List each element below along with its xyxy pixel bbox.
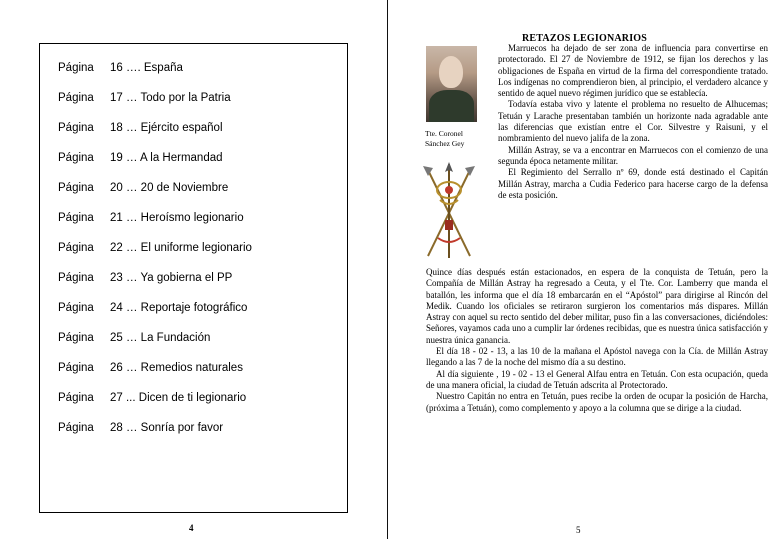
index-list xyxy=(58,62,343,452)
article-text-wide xyxy=(426,267,768,414)
index-row: Página 18 … Ejército español xyxy=(58,122,223,134)
portrait-photo xyxy=(426,46,477,122)
index-row: Página 20 … 20 de Noviembre xyxy=(58,182,229,194)
paragraph: Marruecos ha dejado de ser zona de influencia para convertirse en protectorado. El 27 de Noviembre de 1912, se fijan los derechos y las obligaciones de España en virtud de la firma del correspondiente tratado. Los indígenas no comprendieron bien, al principio, el verdadero alcance y sentido de aquel nuevo régimen jurídico que se establecía. xyxy=(498,43,768,99)
page-fold-divider xyxy=(387,0,388,539)
index-box xyxy=(39,43,348,513)
index-row: Página 21 … Heroísmo legionario xyxy=(58,212,244,224)
portrait-face xyxy=(439,56,463,88)
left-page xyxy=(0,0,386,539)
index-row: Página 19 … A la Hermandad xyxy=(58,152,223,164)
paragraph: Todavía estaba vivo y latente el problema no resuelto de Alhucemas; Tetuán y Larache presentaban también un horizonte nada agradable ante las diferencias que existían entre el Cor. Silvestre y Raisuni, y el nombramiento del nuevo jalifa de la zona. xyxy=(498,99,768,144)
right-page xyxy=(390,0,773,539)
page-number-left: 4 xyxy=(189,523,194,533)
paragraph: Al día siguiente , 19 - 02 - 13 el General Alfau entra en Tetuán. Con esta ocupación, queda de una manera oficial, la ciudad de Tetuán adscrita al Protectorado. xyxy=(426,368,768,390)
legion-emblem-icon xyxy=(420,160,478,260)
index-row: Página 23 … Ya gobierna el PP xyxy=(58,272,233,284)
index-row: Página 28 … Sonría por favor xyxy=(58,422,224,434)
paragraph: Quince días después están estacionados, en espera de la conquista de Tetuán, pero la Compañía de Millán Astray ha regresado a Ceuta, y el Tte. Cor. Lamberry que manda el batallón, les informa que el día 18 embarcarán en el “Apóstol” para dirigirse al Rincón del Medik. Cuando los oficiales se retiraron surgieron los comentarios más dispares. Millán Astray con aquel su recto sentido del deber militar, puso fin a las conversaciones, diciéndoles: Señores, vayamos cada uno a cumplir lar órdenes recibidas, que es nuestra única satisfacción y nuestra única ganancia. xyxy=(426,267,768,345)
index-row: Página 24 … Reportaje fotográfico xyxy=(58,302,248,314)
page-number-right: 5 xyxy=(576,525,581,535)
paragraph: El día 18 - 02 - 13, a las 10 de la mañana el Apóstol navega con la Cía. de Millán Astray llegando a las 7 de la noche del mismo día a su destino. xyxy=(426,346,768,368)
index-row: Página 22 … El uniforme legionario xyxy=(58,242,252,254)
article-text-narrow xyxy=(498,43,768,201)
paragraph: Nuestro Capitán no entra en Tetuán, pues recibe la orden de ocupar la posición de Harcha, (próxima a Tetuán), como complemento y apoyo a la columna que se dirige a la ciudad. xyxy=(426,391,768,413)
portrait-uniform xyxy=(429,90,474,122)
paragraph: El Regimiento del Serrallo nº 69, donde está destinado el Capitán Millán Astray, marcha a Cudia Federico para hacerse cargo de la defensa de esta posición. xyxy=(498,167,768,200)
index-row: Página 25 … La Fundación xyxy=(58,332,211,344)
article-title: RETAZOS LEGIONARIOS xyxy=(522,33,648,44)
photo-caption xyxy=(425,129,485,149)
index-row: Página 26 … Remedios naturales xyxy=(58,362,243,374)
index-row: Página 27 ... Dicen de ti legionario xyxy=(58,392,247,404)
index-row: Página 16 …. España xyxy=(58,62,183,74)
paragraph: Millán Astray, se va a encontrar en Marruecos con el comienzo de una segunda época netamente militar. xyxy=(498,144,768,166)
caption-rank: Tte. Coronel xyxy=(425,129,463,138)
index-row: Página 17 … Todo por la Patria xyxy=(58,92,231,104)
caption-name: Sánchez Gey xyxy=(425,139,465,148)
